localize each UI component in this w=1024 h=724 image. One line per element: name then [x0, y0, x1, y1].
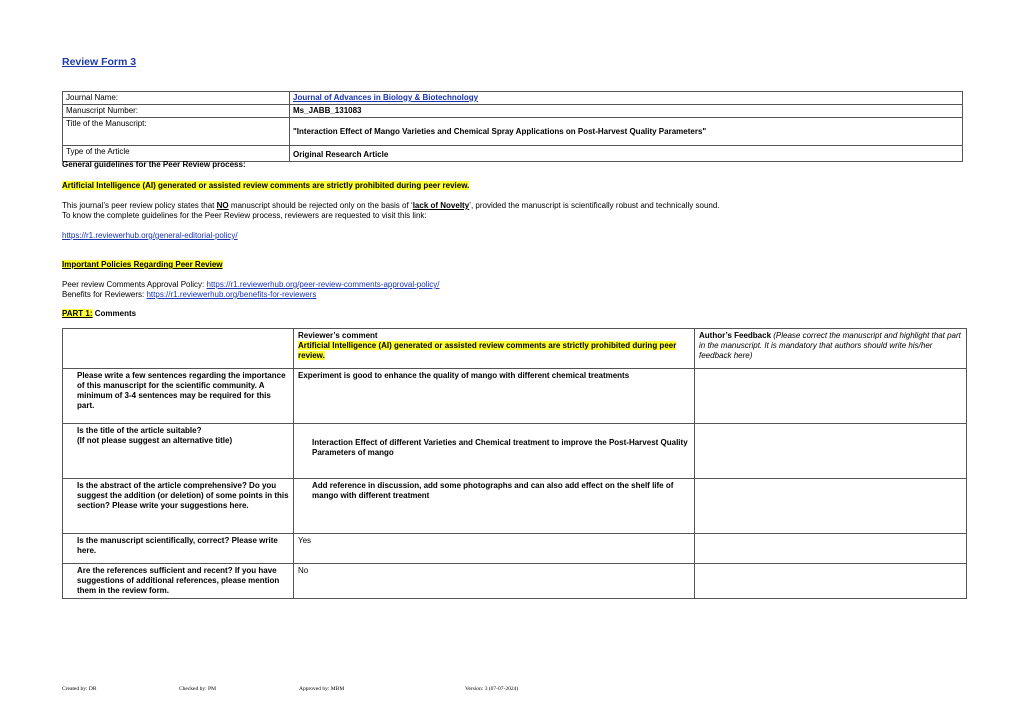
benefits-label: Benefits for Reviewers:	[62, 290, 147, 299]
journal-name-link[interactable]: Journal of Advances in Biology & Biotechnology	[293, 93, 479, 102]
author-feedback-title: Author’s Feedback	[699, 331, 772, 340]
reviewer-header-cell	[294, 329, 695, 369]
question-cell: Is the abstract of the article comprehensive? Do you suggest the addition (or deletion) of some points in this section? Please write your suggestions here.	[63, 479, 294, 534]
empty-header-cell	[63, 329, 294, 369]
author-feedback-cell[interactable]	[695, 534, 967, 564]
reviewer-comment-cell[interactable]: Add reference in discussion, add some photographs and can also add effect on the shelf life of mango with different treatment	[294, 479, 695, 534]
reviewer-ai-warning: Artificial Intelligence (AI) generated or assisted review comments are strictly prohibited during peer review.	[298, 341, 677, 360]
approval-label: Peer review Comments Approval Policy:	[62, 280, 207, 289]
reviewer-comment-cell[interactable]: Yes	[294, 534, 695, 564]
author-feedback-cell[interactable]	[695, 479, 967, 534]
info-row-journal	[63, 92, 963, 105]
info-row-title	[63, 118, 963, 146]
author-feedback-cell[interactable]	[695, 369, 967, 424]
policies-heading-text: Important Policies Regarding Peer Review	[62, 260, 223, 269]
comments-table	[62, 328, 967, 599]
part1-label: PART 1:	[62, 309, 93, 318]
comment-row	[63, 479, 967, 534]
reviewer-comment-cell[interactable]: Experiment is good to enhance the quality of mango with different chemical treatments	[294, 369, 695, 424]
info-label: Journal Name:	[63, 92, 290, 105]
footer-checked: Checked by: PM	[179, 686, 216, 692]
question-cell: Please write a few sentences regarding the importance of this manuscript for the scientific community. A minimum of 3-4 sentences may be required for this part.	[63, 369, 294, 424]
reviewer-comment-cell[interactable]: Interaction Effect of different Varieties and Chemical treatment to improve the Post-Harvest Quality Parameters of mango	[294, 424, 695, 479]
question-cell: Is the manuscript scientifically, correct? Please write here.	[63, 534, 294, 564]
author-feedback-cell[interactable]	[695, 564, 967, 599]
reviewer-comment-title: Reviewer’s comment	[298, 331, 378, 340]
info-value	[290, 92, 963, 105]
comment-row	[63, 424, 967, 479]
policy-text: ’, provided the manuscript is scientifically robust and technically sound.	[469, 201, 720, 210]
part1-rest: Comments	[92, 309, 137, 318]
comments-header-row	[63, 329, 967, 369]
question-cell: Are the references sufficient and recent? If you have suggestions of additional references, please mention them in the review form.	[63, 564, 294, 599]
editorial-policy-link[interactable]: https://r1.reviewerhub.org/general-editorial-policy/	[62, 231, 238, 240]
author-feedback-note: (Please correct the manuscript and highlight that part in the manuscript. It is mandatory that authors should write his/her feedback here)	[699, 331, 961, 360]
comment-row	[63, 564, 967, 599]
approval-policy-link[interactable]: https://r1.reviewerhub.org/peer-review-comments-approval-policy/	[206, 280, 440, 289]
info-label: Type of the Article	[63, 146, 290, 162]
policy-text: This journal’s peer review policy states that	[62, 201, 217, 210]
form-title: Review Form 3	[62, 56, 137, 68]
approval-policy-line	[62, 280, 439, 290]
comment-row	[63, 369, 967, 424]
question-cell: Is the title of the article suitable? (If not please suggest an alternative title)	[63, 424, 294, 479]
manuscript-info-table	[62, 91, 963, 162]
ai-warning-text: Artificial Intelligence (AI) generated or assisted review comments are strictly prohibited during peer review.	[62, 181, 470, 190]
info-label: Manuscript Number:	[63, 105, 290, 118]
info-value: Original Research Article	[290, 146, 963, 162]
policy-novelty: lack of Novelty	[412, 201, 470, 210]
benefits-line	[62, 290, 316, 300]
author-header-cell	[695, 329, 967, 369]
part1-heading	[62, 309, 136, 319]
know-guidelines-line: To know the complete guidelines for the Peer Review process, reviewers are requested to visit this link:	[62, 211, 427, 220]
info-value: Ms_JABB_131083	[290, 105, 963, 118]
reviewer-comment-cell[interactable]: No	[294, 564, 695, 599]
guidelines-link-line	[62, 231, 238, 241]
policies-heading	[62, 260, 223, 270]
author-feedback-cell[interactable]	[695, 424, 967, 479]
footer-created: Created by: DR	[62, 686, 97, 692]
footer-approved: Approved by: MBM	[299, 686, 345, 692]
ai-warning	[62, 181, 469, 191]
info-value: "Interaction Effect of Mango Varieties and Chemical Spray Applications on Post-Harvest Quality Parameters"	[290, 118, 963, 146]
policy-no: NO	[216, 201, 229, 210]
comment-row	[63, 534, 967, 564]
guidelines-heading: General guidelines for the Peer Review process:	[62, 160, 246, 169]
benefits-link[interactable]: https://r1.reviewerhub.org/benefits-for-reviewers	[146, 290, 317, 299]
info-row-manuscript-number	[63, 105, 963, 118]
info-label: Title of the Manuscript:	[63, 118, 290, 146]
policy-text: manuscript should be rejected only on the basis of ‘	[228, 201, 413, 210]
footer-version: Version: 3 (07-07-2024)	[465, 686, 519, 692]
policy-statement	[62, 201, 720, 211]
